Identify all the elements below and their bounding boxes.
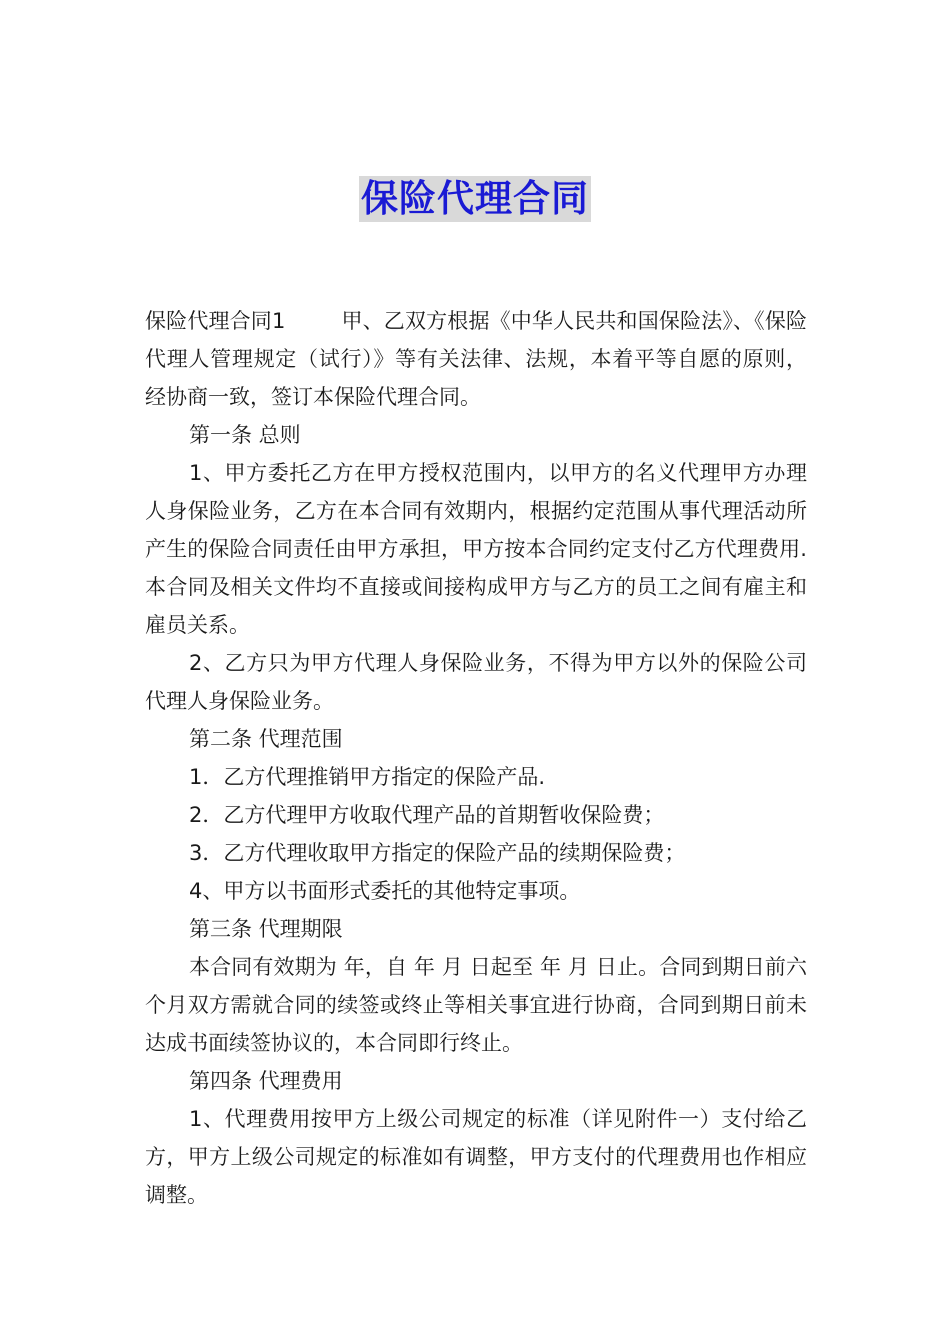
document-title: 保险代理合同 <box>361 177 589 220</box>
article-2-heading: 第二条 代理范围 <box>189 727 343 751</box>
title-container <box>0 176 950 222</box>
article-2-item-2: 2．乙方代理甲方收取代理产品的首期暂收保险费； <box>189 803 665 827</box>
article-3-text: 本合同有效期为 年，自 年 月 日起至 年 月 日止。合同到期日前六个月双方需就合同的续签或终止等相关事宜进行协商，合同到期日前未达成书面续签协议的，本合同即行终止。 <box>145 955 807 1055</box>
article-4-heading: 第四条 代理费用 <box>189 1069 343 1093</box>
article-1-clause-2: 2、乙方只为甲方代理人身保险业务，不得为甲方以外的保险公司代理人身保险业务。 <box>145 651 807 713</box>
article-2-item-3: 3．乙方代理收取甲方指定的保险产品的续期保险费； <box>189 841 686 865</box>
intro-label: 保险代理合同1 <box>145 309 286 333</box>
article-1-heading: 第一条 总则 <box>189 423 301 447</box>
intro-text: 甲、乙双方根据《中华人民共和国保险法》、《保险代理人管理规定（试行）》等有关法律、法规，本着平等自愿的原则， 经协商一致，签订本保险代理合同。 <box>145 309 807 409</box>
article-3-heading: 第三条 代理期限 <box>189 917 343 941</box>
document-body <box>145 302 807 1214</box>
article-2-item-1: 1．乙方代理推销甲方指定的保险产品. <box>189 765 546 789</box>
article-1-clause-1: 1、甲方委托乙方在甲方授权范围内，以甲方的名义代理甲方办理人身保险业务，乙方在本合同有效期内，根据约定范围从事代理活动所产生的保险合同责任由甲方承担，甲方按本合同约定支付乙方代理费用.本合同及相关文件均不直接或间接构成甲方与乙方的员工之间有雇主和雇员关系。 <box>145 461 807 637</box>
article-2-item-4: 4、甲方以书面形式委托的其他特定事项。 <box>189 879 581 903</box>
intro-paragraph <box>145 302 807 416</box>
article-4-clause-1: 1、代理费用按甲方上级公司规定的标准（详见附件一）支付给乙方，甲方上级公司规定的标准如有调整，甲方支付的代理费用也作相应调整。 <box>145 1107 807 1207</box>
